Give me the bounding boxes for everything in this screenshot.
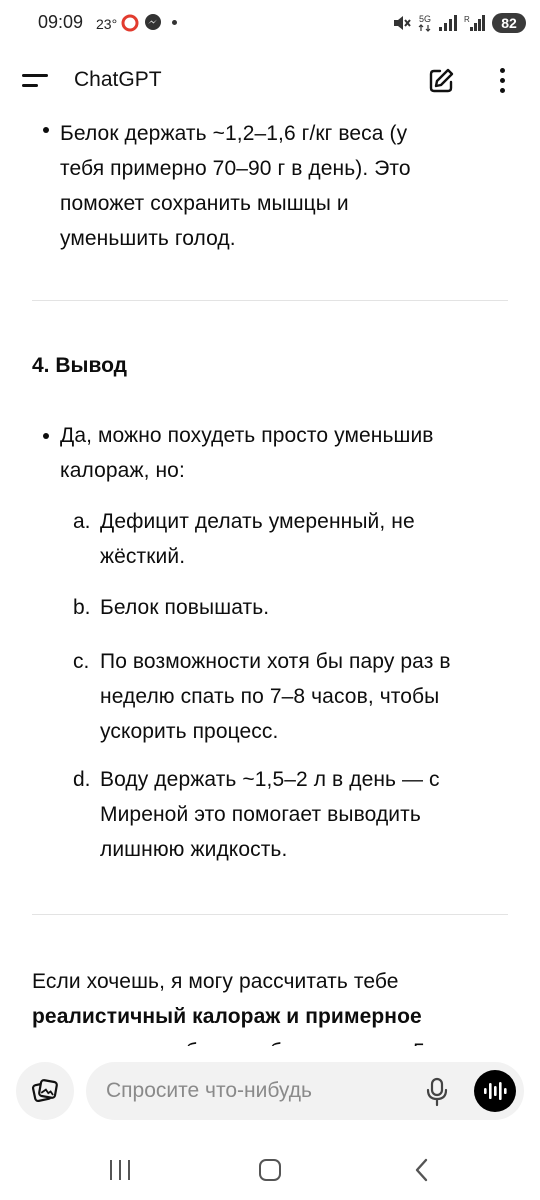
svg-text:R: R [464, 15, 470, 24]
text-line: тебя примерно 70–90 г в день). Это [60, 157, 411, 180]
list-marker: b. [73, 596, 91, 619]
text-line: жёсткий. [100, 545, 186, 568]
composer [0, 1046, 540, 1136]
text-line: По возможности хотя бы пару раз в [100, 650, 451, 673]
text-line: поможет сохранить мышцы и [60, 192, 349, 215]
divider [32, 300, 508, 301]
image-attach-icon [31, 1077, 59, 1105]
text-line: Белок повышать. [100, 596, 270, 619]
text-line: Да, можно похудеть просто уменьшив [60, 424, 434, 447]
list-item [100, 590, 269, 625]
battery-indicator: 82 [492, 13, 526, 33]
text-line: Воду держать ~1,5–2 л в день — с [100, 768, 440, 791]
text-line: уменьшить голод. [60, 227, 236, 250]
input-placeholder: Спросите что-нибудь [106, 1079, 312, 1102]
text-line: Дефицит делать умеренный, не [100, 510, 415, 533]
menu-icon[interactable] [22, 70, 50, 92]
text-line: лишнюю жидкость. [100, 838, 288, 861]
section-heading: 4. Вывод [32, 354, 127, 377]
bullet-dot-icon [43, 127, 49, 133]
signal-roaming-icon [464, 14, 486, 32]
signal-icon [438, 14, 458, 32]
list-item [100, 762, 440, 867]
text-line: Белок держать ~1,2–1,6 г/кг веса (у [60, 122, 408, 145]
text-line: Если хочешь, я могу рассчитать тебе [32, 970, 399, 993]
recents-icon[interactable] [108, 1160, 132, 1180]
app-title: ChatGPT [74, 68, 162, 91]
notification-dot-icon [172, 20, 177, 25]
kebab-icon[interactable] [490, 64, 514, 98]
network-5g [418, 15, 432, 32]
list-marker: c. [73, 650, 90, 673]
data-arrows-icon [418, 24, 432, 32]
network-label: 5G [418, 13, 431, 24]
messenger-icon [144, 13, 162, 31]
opera-icon [120, 13, 140, 33]
list-item [100, 644, 451, 749]
protein-bullet-text [60, 116, 411, 256]
text-line-bold: реалистичный калораж и примерное [32, 1005, 422, 1028]
mic-icon[interactable] [426, 1078, 448, 1106]
message-input[interactable] [86, 1062, 524, 1120]
back-icon[interactable] [412, 1158, 432, 1182]
chat-message [0, 116, 540, 1046]
conclusion-bullet-text [60, 418, 434, 488]
divider [32, 914, 508, 915]
voice-mode-icon [483, 1079, 507, 1103]
status-temperature: 23° [96, 16, 118, 32]
text-line: калораж, но: [60, 459, 185, 482]
status-time: 09:09 [38, 12, 84, 32]
mute-icon [392, 14, 412, 32]
home-icon[interactable] [259, 1159, 281, 1181]
status-right-group [392, 11, 526, 35]
edit-icon[interactable] [426, 66, 456, 96]
text-line: неделю спать по 7–8 часов, чтобы [100, 685, 440, 708]
text-line: ускорить процесс. [100, 720, 279, 743]
list-item [100, 504, 415, 574]
bullet-dot-icon [43, 433, 49, 439]
voice-mode-button[interactable] [474, 1070, 516, 1112]
system-nav-bar [0, 1140, 540, 1200]
app-bar [0, 46, 540, 116]
list-marker: d. [73, 768, 91, 791]
status-bar [0, 0, 540, 46]
list-marker: a. [73, 510, 91, 533]
attach-button[interactable] [16, 1062, 74, 1120]
text-line: Миреной это помогает выводить [100, 803, 421, 826]
